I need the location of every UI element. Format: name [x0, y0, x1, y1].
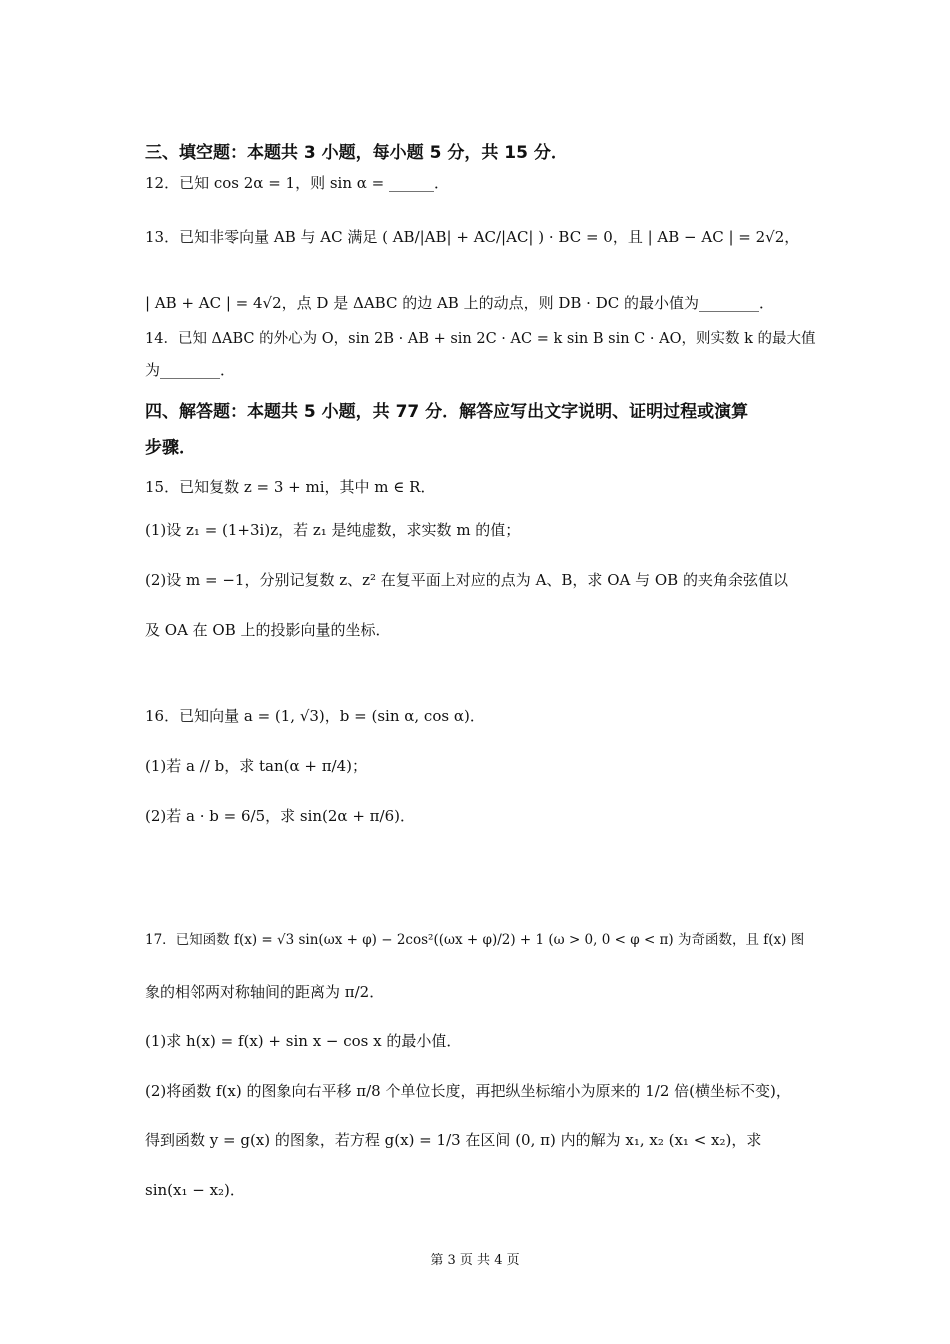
question-17-part2-line3: sin(x₁ − x₂)． — [145, 1181, 245, 1199]
question-15-part1: (1)设 z₁ = (1+3i)z，若 z₁ 是纯虚数，求实数 m 的值； — [145, 521, 521, 539]
question-17-part2-line2: 得到函数 y = g(x) 的图象，若方程 g(x) = 1/3 在区间 (0, π) 内的解为 x₁, x₂ (x₁ < x₂)，求 — [145, 1131, 762, 1149]
question-17-stem-line2: 象的相邻两对称轴间的距离为 π/2． — [145, 983, 385, 1001]
question-16-part2: (2)若 a · b = 6/5，求 sin(2α + π/6)． — [145, 807, 415, 825]
section4-heading-line2: 步骤． — [145, 438, 196, 458]
section4-heading-line1: 四、解答题：本题共 5 小题，共 77 分．解答应写出文字说明、证明过程或演算 — [145, 402, 749, 422]
question-17-part2-line1: (2)将函数 f(x) 的图象向右平移 π/8 个单位长度，再把纵坐标缩小为原来的 1/2 倍(横坐标不变)， — [145, 1082, 791, 1100]
question-13-line1: 13．已知非零向量 AB 与 AC 满足 ( AB/|AB| + AC/|AC| ) · BC = 0，且 | AB − AC | = 2√2， — [145, 228, 800, 246]
question-13-line2: | AB + AC | = 4√2，点 D 是 ΔABC 的边 AB 上的动点，则 DB · DC 的最小值为________． — [145, 294, 774, 312]
section3-heading: 三、填空题：本题共 3 小题，每小题 5 分，共 15 分． — [145, 143, 568, 163]
question-16-part1: (1)若 a // b，求 tan(α + π/4)； — [145, 757, 367, 775]
question-15-part2-line1: (2)设 m = −1，分别记复数 z、z² 在复平面上对应的点为 A、B，求 OA 与 OB 的夹角余弦值以 — [145, 571, 788, 589]
question-14-line1: 14．已知 ΔABC 的外心为 O，sin 2B · AB + sin 2C · AC = k sin B sin C · AO，则实数 k 的最大值 — [145, 331, 816, 347]
question-14-line2: 为________． — [145, 361, 236, 379]
page-footer: 第 3 页 共 4 页 — [430, 1253, 520, 1268]
question-12: 12．已知 cos 2α = 1，则 sin α = ______． — [145, 174, 449, 192]
question-17-stem-line1: 17．已知函数 f(x) = √3 sin(ωx + φ) − 2cos²((ωx + φ)/2) + 1 (ω > 0, 0 < φ < π) 为奇函数，且 f(x) 图 — [145, 932, 805, 948]
question-17-part1: (1)求 h(x) = f(x) + sin x − cos x 的最小值． — [145, 1032, 462, 1050]
question-16-stem: 16．已知向量 a = (1, √3)，b = (sin α, cos α)． — [145, 707, 485, 725]
question-15-stem: 15．已知复数 z = 3 + mi，其中 m ∈ R． — [145, 478, 436, 496]
question-15-part2-line2: 及 OA 在 OB 上的投影向量的坐标． — [145, 621, 391, 639]
